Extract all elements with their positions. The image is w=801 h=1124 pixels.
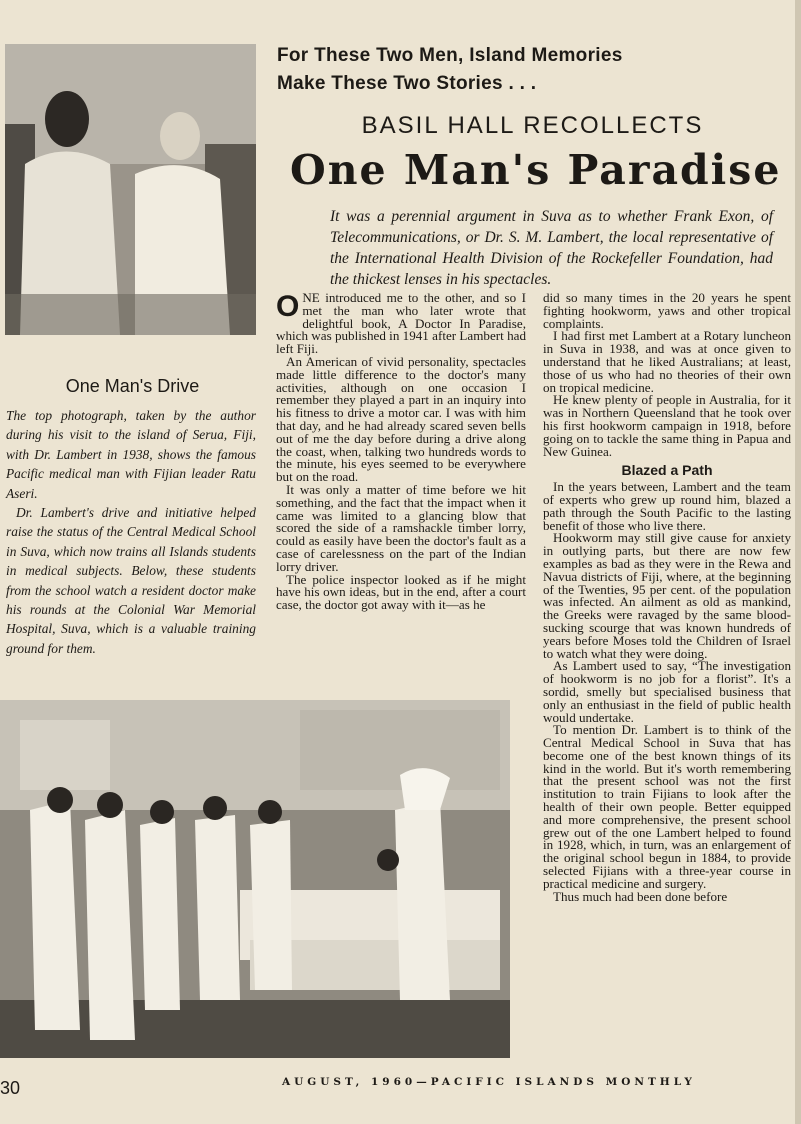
- article-paragraph-12: Thus much had been done before: [553, 888, 728, 904]
- article-paragraph-10: As Lambert used to say, “The investigation of hookworm is no job for a florist”. It's a sordid, smelly but specialised business that only an enthusiast in the field of public health would undertake.: [543, 658, 791, 725]
- caption-paragraph-1: The top photograph, taken by the author during his visit to the island of Serua, Fiji, with Dr. Lambert in 1938, shows the famous Pacific medical man with Fijian leader Ratu Aseri.: [6, 408, 256, 501]
- article-paragraph-1: ONE introduced me to the other, and so I met the man who later wrote that delightful book, A Doctor In Paradise, which was published in 1941 after Lambert had left Fiji.: [276, 290, 526, 357]
- article-paragraph-8: In the years between, Lambert and the team of experts who grew up round him, blazed a path through the South Pacific to the lasting benefit of those who live there.: [543, 479, 791, 533]
- article-column-middle: [276, 292, 526, 612]
- page-number: 30: [0, 1078, 21, 1098]
- byline: BASIL HALL RECOLLECTS: [361, 112, 704, 139]
- caption-paragraph-2: Dr. Lambert's drive and initiative helped raise the status of the Central Medical School in Suva, which now trains all Islands students in medical subjects. Below, these students from the school watch a resident doctor make his rounds at the Colonial War Memorial Hospital, Suva, which is a valuable training ground for them.: [6, 505, 256, 656]
- photo-lambert-and-ratu-aseri: [5, 44, 256, 335]
- kicker-headline: [277, 42, 777, 98]
- section-subhead: Blazed a Path: [621, 462, 713, 479]
- photo-caption: [6, 406, 256, 658]
- article-paragraph-11: To mention Dr. Lambert is to think of the Central Medical School in Suva that has become one of the best known things of its kind in the world. But it's worth remembering that the present school was not the first institution to train Fijians to look after the health of their own people. Better equipped and more comprehensive, the present school grew out of the one Lambert helped to found in 1928, which, in turn, was an enlargement of the original school begun in 1884, to provide selected Fijians with a three-year course in practical medicine and surgery.: [543, 722, 791, 891]
- photo-hospital-ward-rounds: [0, 700, 510, 1058]
- standfirst: It was a perennial argument in Suva as to whether Frank Exon, of Telecommunications, or Dr. S. M. Lambert, the local representative of the International Health Division of the Rockefeller Foundation, had the thickest lenses in his spectacles.: [330, 208, 773, 288]
- footer-issue-line: AUGUST, 1960—PACIFIC ISLANDS MONTHLY: [282, 1076, 696, 1088]
- article-paragraph-5: did so many times in the 20 years he spent fighting hookworm, yaws and other tropical complaints.: [543, 290, 791, 331]
- drop-cap: O: [276, 290, 300, 323]
- article-paragraph-9: Hookworm may still give cause for anxiety in outlying parts, but there are now few examples as bad as they were in the Rewa and Navua districts of Fiji, where, at the beginning of the Twenties, 95 per cent. of the population was infected. An ailment as old as mankind, the Greeks were ravaged by the same blood-sucking scourge that was known hundreds of years before Moses told the Children of Israel to watch what they were doing.: [543, 530, 791, 661]
- article-paragraph-4: The police inspector looked as if he might have his own ideas, but in the end, after a court case, the doctor got away with it—as he: [276, 571, 526, 613]
- article-paragraph-2: An American of vivid personality, spectacles made little difference to the doctor's many activities, although on one occasion I remember they played a part in an inquiry into his fitness to drive a motor car. I was with him that day, and he had already scared seven bells out of me the day before during a drive along the coast, when, talking two hundreds words to the minute, his eyes seemed to be everywhere but on the road.: [276, 353, 526, 485]
- kicker-line-1: For These Two Men, Island Memories: [277, 45, 623, 66]
- headline: One Man's Paradise: [290, 146, 782, 194]
- kicker-line-2: Make These Two Stories . . .: [277, 73, 537, 94]
- article-paragraph-3: It was only a matter of time before we hit something, and the fact that the impact when it came was limited to a glancing blow that scored the side of a ramshackle timber lorry, could as easily have been the doctor's fault as a case of carelessness on the part of the Indian lorry driver.: [276, 481, 526, 574]
- article-column-right: [543, 292, 791, 903]
- sidebar-title: One Man's Drive: [65, 376, 200, 396]
- article-paragraph-7: He knew plenty of people in Australia, for it was in Northern Queensland that he took over his first hookworm campaign in 1918, before going on to tackle the same thing in Papua and New Guinea.: [543, 392, 791, 459]
- right-edge-shadow: [795, 0, 801, 1124]
- article-paragraph-6: I had first met Lambert at a Rotary luncheon in Suva in 1938, and was at once given to understand that he liked Australians; at least, those of us who had no theories of their own on tropical medicine.: [543, 328, 791, 395]
